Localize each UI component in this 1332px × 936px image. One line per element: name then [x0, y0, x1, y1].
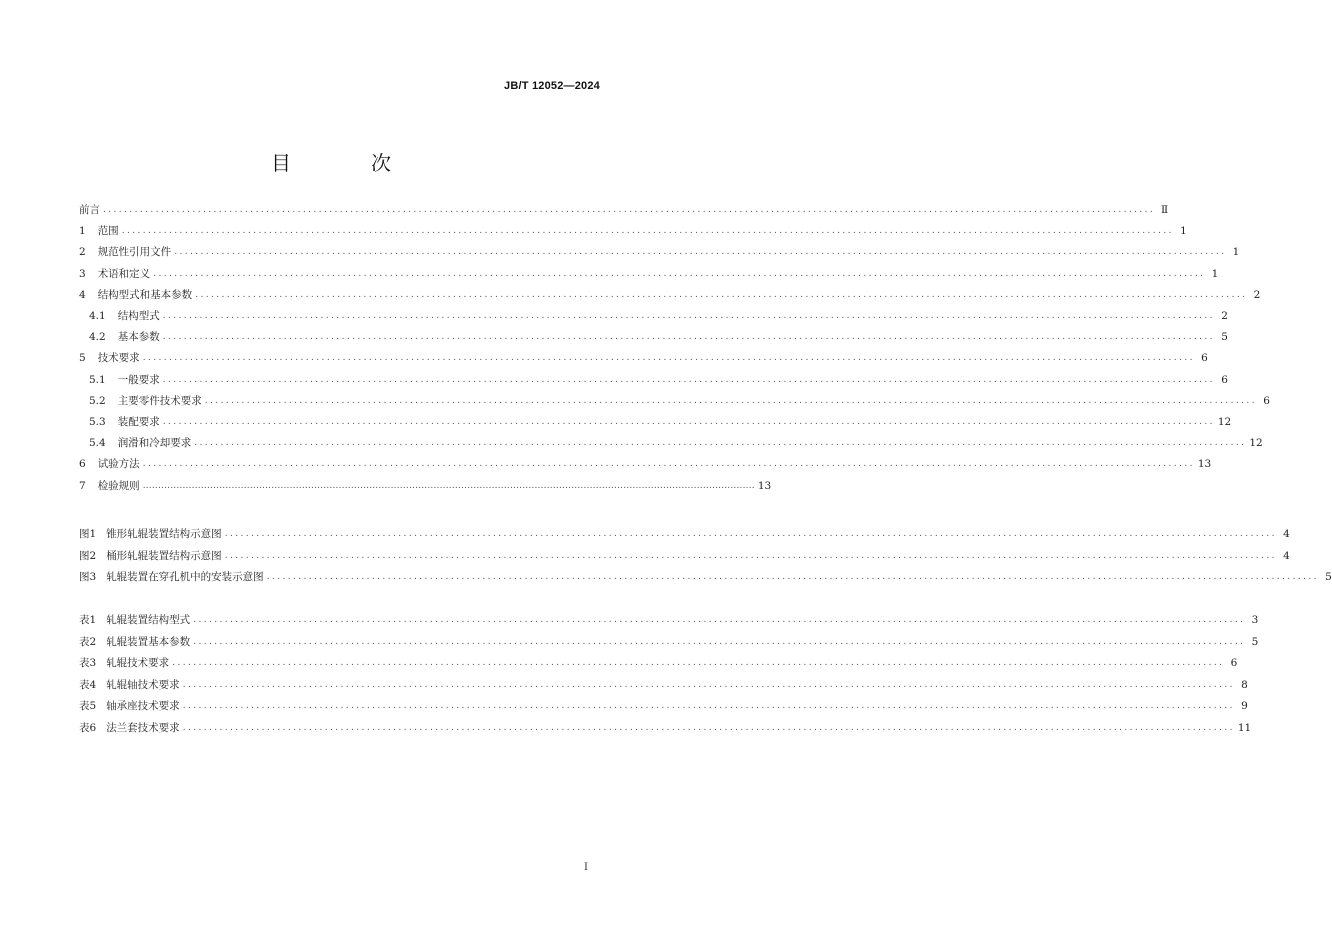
toc-entry-number: 图2 [79, 549, 97, 562]
toc-entry[interactable] [79, 308, 1228, 324]
toc-entry-page: 13 [1197, 458, 1212, 471]
toc-entry-page: 4 [1283, 528, 1290, 540]
toc-entry-number: 图1 [79, 528, 97, 540]
toc-entry-number: 4 [79, 288, 86, 301]
leader-dots: ........................................................................................................................................................................................................ [142, 480, 755, 491]
toc-entry-label: 桶形轧辊装置结构示意图 [106, 549, 222, 562]
toc-entry-page: 11 [1237, 721, 1252, 734]
toc-entry-number: 5 [79, 352, 86, 365]
toc-entry-page: 2 [1221, 310, 1228, 322]
leader-dots: ........................................................................................................................................................................................................ [193, 615, 1246, 625]
toc-entry-page: 9 [1241, 700, 1248, 712]
table-entry[interactable] [79, 720, 1252, 736]
toc-entry-label: 试验方法 [97, 458, 140, 471]
leader-dots: ........................................................................................................................................................................................................ [121, 226, 1174, 237]
toc-entry-page: 3 [1251, 614, 1259, 626]
table-entry[interactable] [79, 698, 1248, 714]
toc-entry-label: 术语和定义 [97, 267, 151, 280]
toc-entry[interactable] [79, 329, 1228, 345]
toc-entry-page: 1 [1232, 246, 1240, 259]
toc-entry-label: 轧辊技术要求 [106, 657, 170, 669]
leader-dots: ........................................................................................................................................................................................................ [162, 417, 1215, 427]
toc-entry-page: 1 [1211, 267, 1219, 280]
page-number: I [584, 862, 588, 873]
toc-entry[interactable] [79, 244, 1240, 260]
toc-entry[interactable] [79, 435, 1263, 451]
toc-entry-page: 6 [1230, 657, 1238, 669]
toc-entry-label: 轧辊轴技术要求 [106, 678, 180, 691]
toc-entry-number: 4.1 [89, 310, 106, 322]
toc-entry-page: Ⅱ [1161, 204, 1169, 216]
toc-entry-label: 规范性引用文件 [97, 246, 172, 259]
toc-entry-label: 轴承座技术要求 [106, 700, 180, 712]
leader-dots: ........................................................................................................................................................................................................ [142, 459, 1195, 470]
toc-entry-label: 前言 [79, 204, 100, 216]
leader-dots: ........................................................................................................................................................................................................ [182, 722, 1235, 733]
toc-entry-number: 5.2 [89, 394, 106, 407]
toc-entry-number: 7 [79, 479, 86, 492]
leader-dots: ........................................................................................................................................................................................................ [266, 572, 1319, 582]
toc-entry[interactable] [79, 372, 1228, 388]
toc-entry[interactable] [79, 223, 1187, 239]
leader-dots: ........................................................................................................................................................................................................ [162, 374, 1215, 385]
toc-entry-page: 5 [1325, 571, 1332, 583]
toc-entry-label: 范围 [97, 225, 119, 238]
figure-entry[interactable] [79, 526, 1290, 542]
toc-entry-number: 4.2 [89, 331, 106, 344]
toc-entry-label: 润滑和冷却要求 [117, 437, 192, 450]
toc-entry-number: 2 [79, 246, 86, 259]
table-entry[interactable] [79, 612, 1259, 628]
table-entry[interactable] [79, 655, 1238, 671]
leader-dots: ........................................................................................................................................................................................................ [224, 529, 1277, 539]
toc-entry-label: 轧辊装置在穿孔机中的安装示意图 [106, 571, 264, 583]
toc-entry-label: 一般要求 [117, 373, 160, 386]
table-entry[interactable] [79, 634, 1259, 650]
toc-entry[interactable] [79, 202, 1169, 218]
toc-entry-number: 5.4 [89, 437, 106, 450]
leader-dots: ........................................................................................................................................................................................................ [162, 311, 1215, 321]
toc-entry-label: 轧辊装置基本参数 [106, 635, 191, 648]
toc-entry-number: 表3 [79, 657, 97, 669]
toc-entry[interactable] [79, 266, 1219, 282]
figure-entry[interactable] [79, 548, 1290, 564]
leader-dots: ........................................................................................................................................................................................................ [194, 438, 1247, 449]
leader-dots: ........................................................................................................................................................................................................ [142, 353, 1195, 364]
toc-entry-page: 1 [1180, 225, 1187, 238]
toc-entry-label: 技术要求 [97, 352, 140, 365]
toc-entry-page: 12 [1217, 416, 1232, 428]
leader-dots: ........................................................................................................................................................................................................ [204, 395, 1257, 406]
toc-entry[interactable] [79, 393, 1270, 409]
toc-entry-label: 锥形轧辊装置结构示意图 [106, 528, 222, 540]
leader-dots: ........................................................................................................................................................................................................ [153, 268, 1206, 279]
leader-dots: ........................................................................................................................................................................................................ [193, 636, 1246, 647]
toc-entry-number: 图3 [79, 571, 97, 583]
leader-dots: ........................................................................................................................................................................................................ [182, 679, 1235, 690]
toc-entry-number: 表2 [79, 635, 97, 648]
toc-entry-number: 3 [79, 267, 86, 280]
toc-entry[interactable] [79, 287, 1261, 303]
toc-entry-label: 主要零件技术要求 [117, 394, 202, 407]
toc-entry-page: 5 [1251, 635, 1259, 648]
toc-entry[interactable] [79, 350, 1208, 366]
toc-entry[interactable] [79, 478, 772, 494]
leader-dots: ........................................................................................................................................................................................................ [103, 205, 1156, 215]
toc-entry-label: 检验规则 [97, 479, 140, 492]
toc-entry-page: 12 [1249, 437, 1263, 450]
leader-dots: ........................................................................................................................................................................................................ [182, 701, 1235, 711]
toc-entry-number: 6 [79, 458, 86, 471]
toc-entry-page: 6 [1221, 373, 1228, 386]
toc-entry-page: 8 [1241, 678, 1248, 691]
toc-entry-number: 表1 [79, 614, 97, 626]
toc-entry-label: 基本参数 [117, 331, 160, 344]
toc-entry-label: 结构型式 [117, 310, 160, 322]
toc-entry-page: 2 [1253, 288, 1261, 301]
figure-entry[interactable] [79, 569, 1332, 585]
toc-entry-number: 5.1 [89, 373, 106, 386]
toc-entry-number: 表6 [79, 721, 97, 734]
toc-entry-number: 表4 [79, 678, 97, 691]
toc-entry-page: 6 [1263, 394, 1270, 407]
toc-entry-label: 结构型式和基本参数 [97, 288, 193, 301]
toc-entry-label: 法兰套技术要求 [106, 721, 180, 734]
page-title: 目 次 [271, 151, 421, 175]
leader-dots: ........................................................................................................................................................................................................ [174, 247, 1227, 258]
toc-entry-number: 表5 [79, 700, 97, 712]
toc-entry-number: 5.3 [89, 416, 106, 428]
toc-entry-page: 13 [757, 479, 772, 492]
toc-entry-page: 4 [1283, 549, 1290, 562]
table-entry[interactable] [79, 677, 1248, 693]
leader-dots: ........................................................................................................................................................................................................ [172, 658, 1225, 668]
toc-entry-label: 轧辊装置结构型式 [106, 614, 191, 626]
leader-dots: ........................................................................................................................................................................................................ [224, 550, 1277, 561]
toc-entry-page: 6 [1201, 352, 1208, 365]
toc-entry-number: 1 [79, 225, 86, 238]
leader-dots: ........................................................................................................................................................................................................ [162, 332, 1215, 343]
toc-entry[interactable] [79, 414, 1232, 430]
toc-entry[interactable] [79, 456, 1212, 472]
toc-entry-page: 5 [1221, 331, 1228, 344]
standard-code: JB/T 12052—2024 [504, 80, 600, 92]
toc-entry-label: 装配要求 [117, 416, 160, 428]
leader-dots: ........................................................................................................................................................................................................ [195, 289, 1248, 300]
